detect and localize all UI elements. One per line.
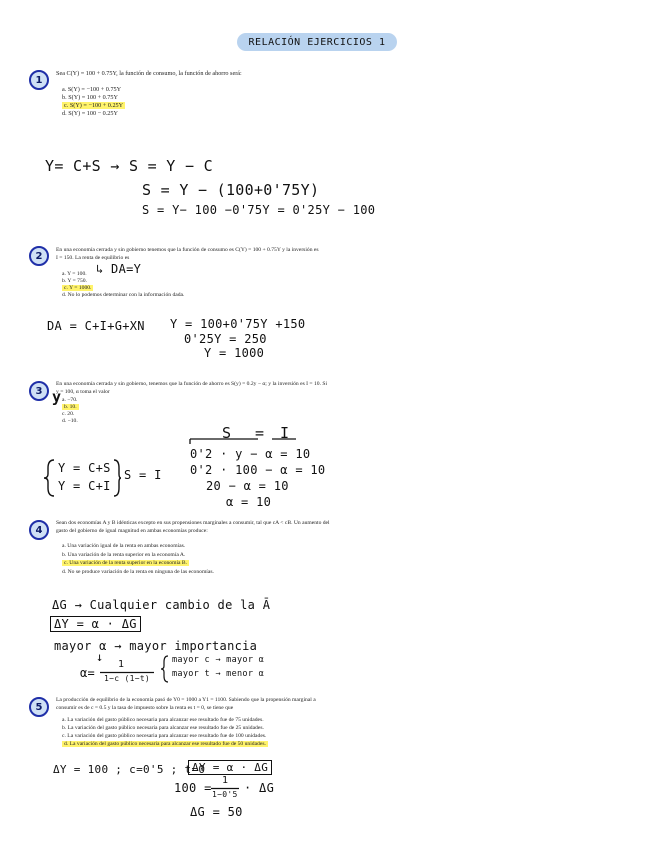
ex3-head-i: I — [280, 424, 290, 442]
exercise-5-number: 5 — [29, 697, 49, 717]
ex3-work-line-3: 20 − α = 10 — [206, 479, 289, 493]
option-d-highlighted: d. La variación del gasto público necesaria para alcanzar ese resultado fue de 50 unidades. — [64, 741, 266, 747]
option-b: b. Y = 750. — [62, 278, 87, 284]
option-b: b. La variación del gasto público necesaria para alcanzar ese resultado fue de 25 unidades. — [62, 725, 264, 731]
ex3-head-eq: = — [255, 424, 265, 442]
option-c: c. La variación del gasto público necesaria para alcanzar ese resultado fue de 100 unidades. — [62, 733, 267, 739]
ex4-arrow-down: ↓ — [96, 650, 104, 664]
ex4-work-line-1: ΔG → Cualquier cambio de la Ā — [52, 598, 271, 612]
option-a: a. La variación del gasto público necesaria para alcanzar ese resultado fue de 75 unidades. — [62, 717, 264, 723]
option-c: c. 20. — [62, 411, 75, 417]
option-c-highlighted: c. S(Y) = −100 + 0.25Y — [64, 102, 124, 109]
exercise-5-question: La producción de equilibrio de la economía pasó de Y0 = 1000 a Y1 = 1100. Sabiendo que la propensión marginal a consumir es de c = 0.5 y la tasa de impuesto sobre la renta es t = 0, se tiene que — [56, 697, 316, 711]
exercise-1-options — [62, 86, 125, 118]
option-b-highlighted: b. 10. — [64, 404, 77, 410]
ex5-work-rhs: · ΔG — [244, 781, 275, 795]
exercise-4-question: Sean dos economías A y B idénticas excepto en sus propensiones marginales a consumir, tal que cA < cB. Un aumento del gasto del gobierno de igual magnitud en ambas economías produce: — [56, 520, 330, 534]
ex3-system-line-2: Y = C+I — [58, 479, 111, 493]
exercise-4-options — [62, 542, 214, 576]
ex3-work-line-4: α = 10 — [226, 495, 272, 509]
exercise-5-options — [62, 716, 268, 748]
ex4-rule-1: mayor c → mayor α — [172, 655, 265, 665]
right-brace-icon — [112, 458, 122, 498]
ex2-work-line-2: 0'25Y = 250 — [184, 332, 267, 346]
ex4-work-line-3: mayor α → mayor importancia — [54, 639, 258, 653]
ex5-work-given: ΔY = 100 ; c=0'5 ; t=0 — [53, 763, 206, 776]
option-d: d. No se produce variación de la renta en ninguna de las economías. — [62, 568, 214, 575]
ex2-note: ↳ DA=Y — [96, 262, 142, 276]
ex5-frac-den: 1−0'5 — [212, 790, 238, 799]
ex1-work-line-3: S = Y− 100 −0'75Y = 0'25Y − 100 — [142, 203, 376, 217]
ex4-alpha-lhs: α= — [80, 666, 96, 680]
option-b: b. S(Y) = 100 + 0.75Y — [62, 94, 118, 101]
exercise-3-question: En una economía cerrada y sin gobierno, tenemos que la función de ahorro es S(y) = 0.2y − α; y la inversión es I = 10. Si y = 100, α toma el valor — [56, 381, 328, 395]
ex2-work-left: DA = C+I+G+XN — [47, 319, 145, 333]
exercise-3-options — [62, 397, 79, 425]
ex4-work-boxed: ΔY = α · ΔG — [50, 616, 141, 632]
ex3-work-line-1: 0'2 · y − α = 10 — [190, 447, 311, 461]
exercise-1-number: 1 — [29, 70, 49, 90]
option-a: a. Una variación igual de la renta en ambas economías. — [62, 543, 186, 549]
option-a: a. Y = 100. — [62, 271, 87, 277]
page-title: RELACIÓN EJERCICIOS 1 — [237, 33, 397, 51]
exercise-2-options — [62, 271, 184, 299]
exercise-2-question: En una economía cerrada y sin gobierno tenemos que la función de consumo es C(Y) = 100 + 0.75Y y la inversión es I = 150. La renta de equilibrio es — [56, 247, 319, 261]
option-d: d. S(Y) = 100 − 0.25Y — [62, 110, 118, 117]
ex4-frac-den: 1−c (1−t) — [104, 674, 151, 683]
ex3-mark: y — [52, 388, 62, 406]
ex4-brace-icon — [160, 654, 170, 684]
exercise-2-number: 2 — [29, 246, 49, 266]
option-a: a. −70. — [62, 397, 78, 403]
ex3-head-s: S — [222, 424, 232, 442]
ex2-work-line-3: Y = 1000 — [204, 346, 265, 360]
ex1-work-line-2: S = Y − (100+0'75Y) — [142, 181, 320, 199]
option-c-highlighted: c. Y = 1000. — [64, 285, 92, 291]
option-d: d. −10. — [62, 418, 78, 424]
ex4-rule-2: mayor t → menor α — [172, 669, 265, 679]
option-d: d. No lo podemos determinar con la información dada. — [62, 292, 185, 298]
ex3-work-line-2: 0'2 · 100 − α = 10 — [190, 463, 326, 477]
exercise-3-number: 3 — [29, 381, 49, 401]
ex5-work-result: ΔG = 50 — [190, 805, 243, 819]
ex4-frac-num: 1 — [118, 659, 125, 670]
ex5-frac-num: 1 — [222, 775, 229, 786]
ex5-work-boxed: ΔY = α · ΔG — [188, 760, 272, 775]
left-brace-icon — [42, 458, 56, 498]
option-c-highlighted: c. Una variación de la renta superior en la economía B. — [64, 560, 188, 566]
option-a: a. S(Y) = −100 + 0.75Y — [62, 86, 122, 93]
ex3-system-line-1: Y = C+S — [58, 461, 111, 475]
ex3-head-underline — [188, 437, 298, 445]
ex2-work-line-1: Y = 100+0'75Y +150 — [170, 317, 306, 331]
exercise-1-question: Sea C(Y) = 100 + 0.75Y, la función de consumo, la función de ahorro será: — [56, 70, 242, 77]
ex3-system-result: S = I — [124, 468, 162, 482]
ex5-work-lhs: 100 = — [174, 781, 212, 795]
ex1-work-line-1: Y= C+S → S = Y − C — [45, 157, 213, 175]
exercise-4-number: 4 — [29, 520, 49, 540]
option-b: b. Una variación de la renta superior en la economía A. — [62, 551, 186, 558]
